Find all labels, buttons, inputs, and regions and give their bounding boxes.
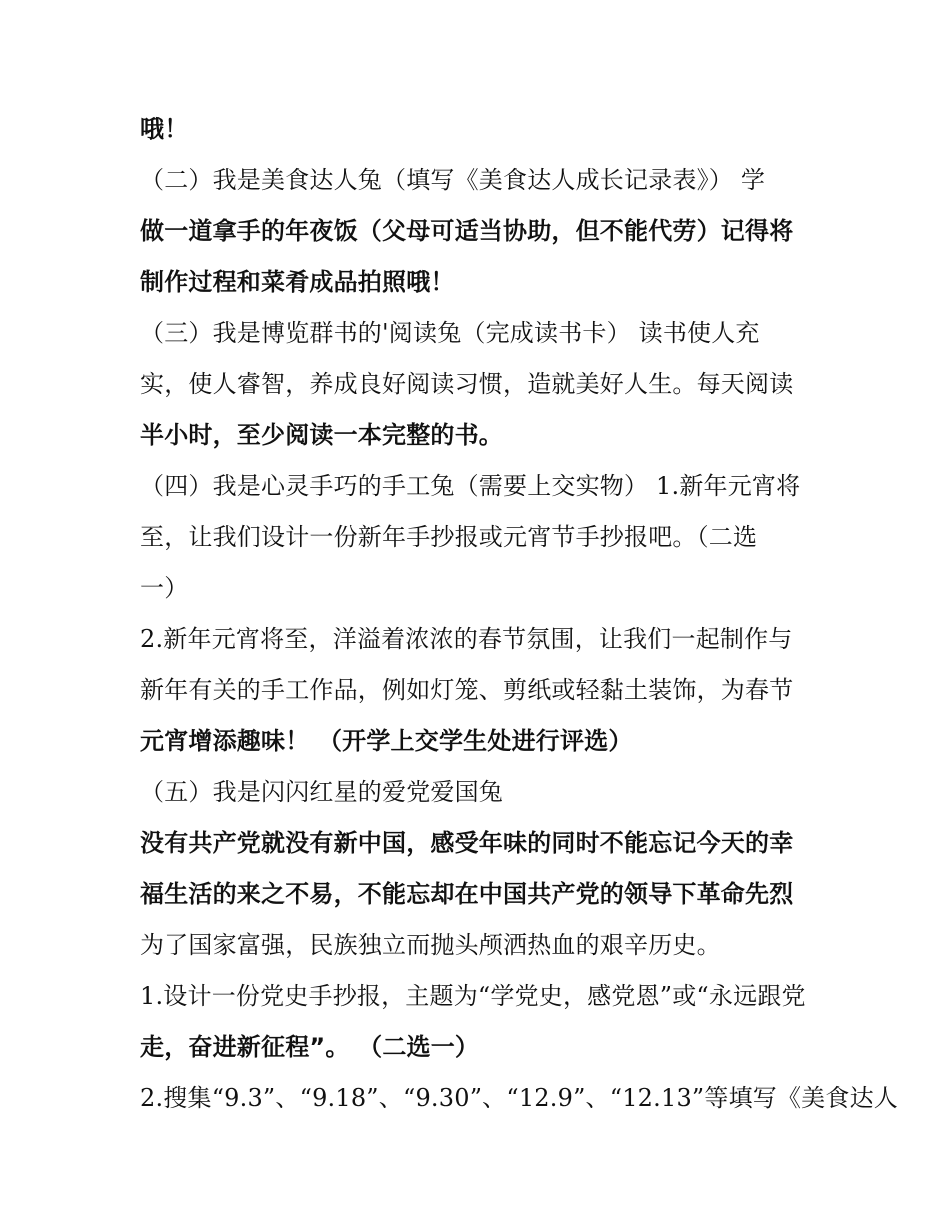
text-line: （二）我是美食达人兔（填写《美食达人成长记录表》） 学	[140, 166, 766, 194]
text-line: 做一道拿手的年夜饭（父母可适当协助，但不能代劳）记得将	[140, 217, 794, 245]
text-line: 实，使人睿智，养成良好阅读习惯，造就美好人生。每天阅读	[140, 370, 794, 398]
text-line: 没有共产党就没有新中国，感受年味的同时不能忘记今天的幸	[140, 829, 794, 857]
text-line: 至，让我们设计一份新年手抄报或元宵节手抄报吧。（二选	[140, 523, 758, 551]
text-line: 为了国家富强，民族独立而抛头颅洒热血的艰辛历史。	[140, 931, 721, 959]
text-line: 哦！	[140, 115, 189, 143]
text-line: （三）我是博览群书的'阅读兔（完成读书卡） 读书使人充	[140, 319, 760, 347]
text-line: 半小时，至少阅读一本完整的书。	[140, 421, 503, 449]
text-line: （五）我是闪闪红星的爱党爱国兔	[140, 778, 503, 806]
text-line: 2.新年元宵将至，洋溢着浓浓的春节氛围，让我们一起制作与	[140, 625, 793, 653]
text-line: 一）	[140, 574, 189, 602]
text-line: 元宵增添趣味！ （开学上交学生处进行评选）	[140, 727, 633, 755]
text-line: 1.设计一份党史手抄报，主题为“学党史，感党恩”或“永远跟党	[140, 982, 806, 1010]
text-line: 新年有关的手工作品，例如灯笼、剪纸或轻黏土装饰，为春节	[140, 676, 794, 704]
text-line: 走，奋进新征程”。 （二选一）	[140, 1033, 480, 1061]
document-body	[140, 104, 898, 1124]
text-line: 福生活的来之不易，不能忘却在中国共产党的领导下革命先烈	[140, 880, 794, 908]
text-line: 2.搜集“9.3”、“9.18”、“9.30”、“12.9”、“12.13”等填写《美食达人	[140, 1084, 898, 1112]
text-line: （四）我是心灵手巧的手工兔（需要上交实物） 1.新年元宵将	[140, 472, 801, 500]
text-line: 制作过程和菜肴成品拍照哦！	[140, 268, 455, 296]
